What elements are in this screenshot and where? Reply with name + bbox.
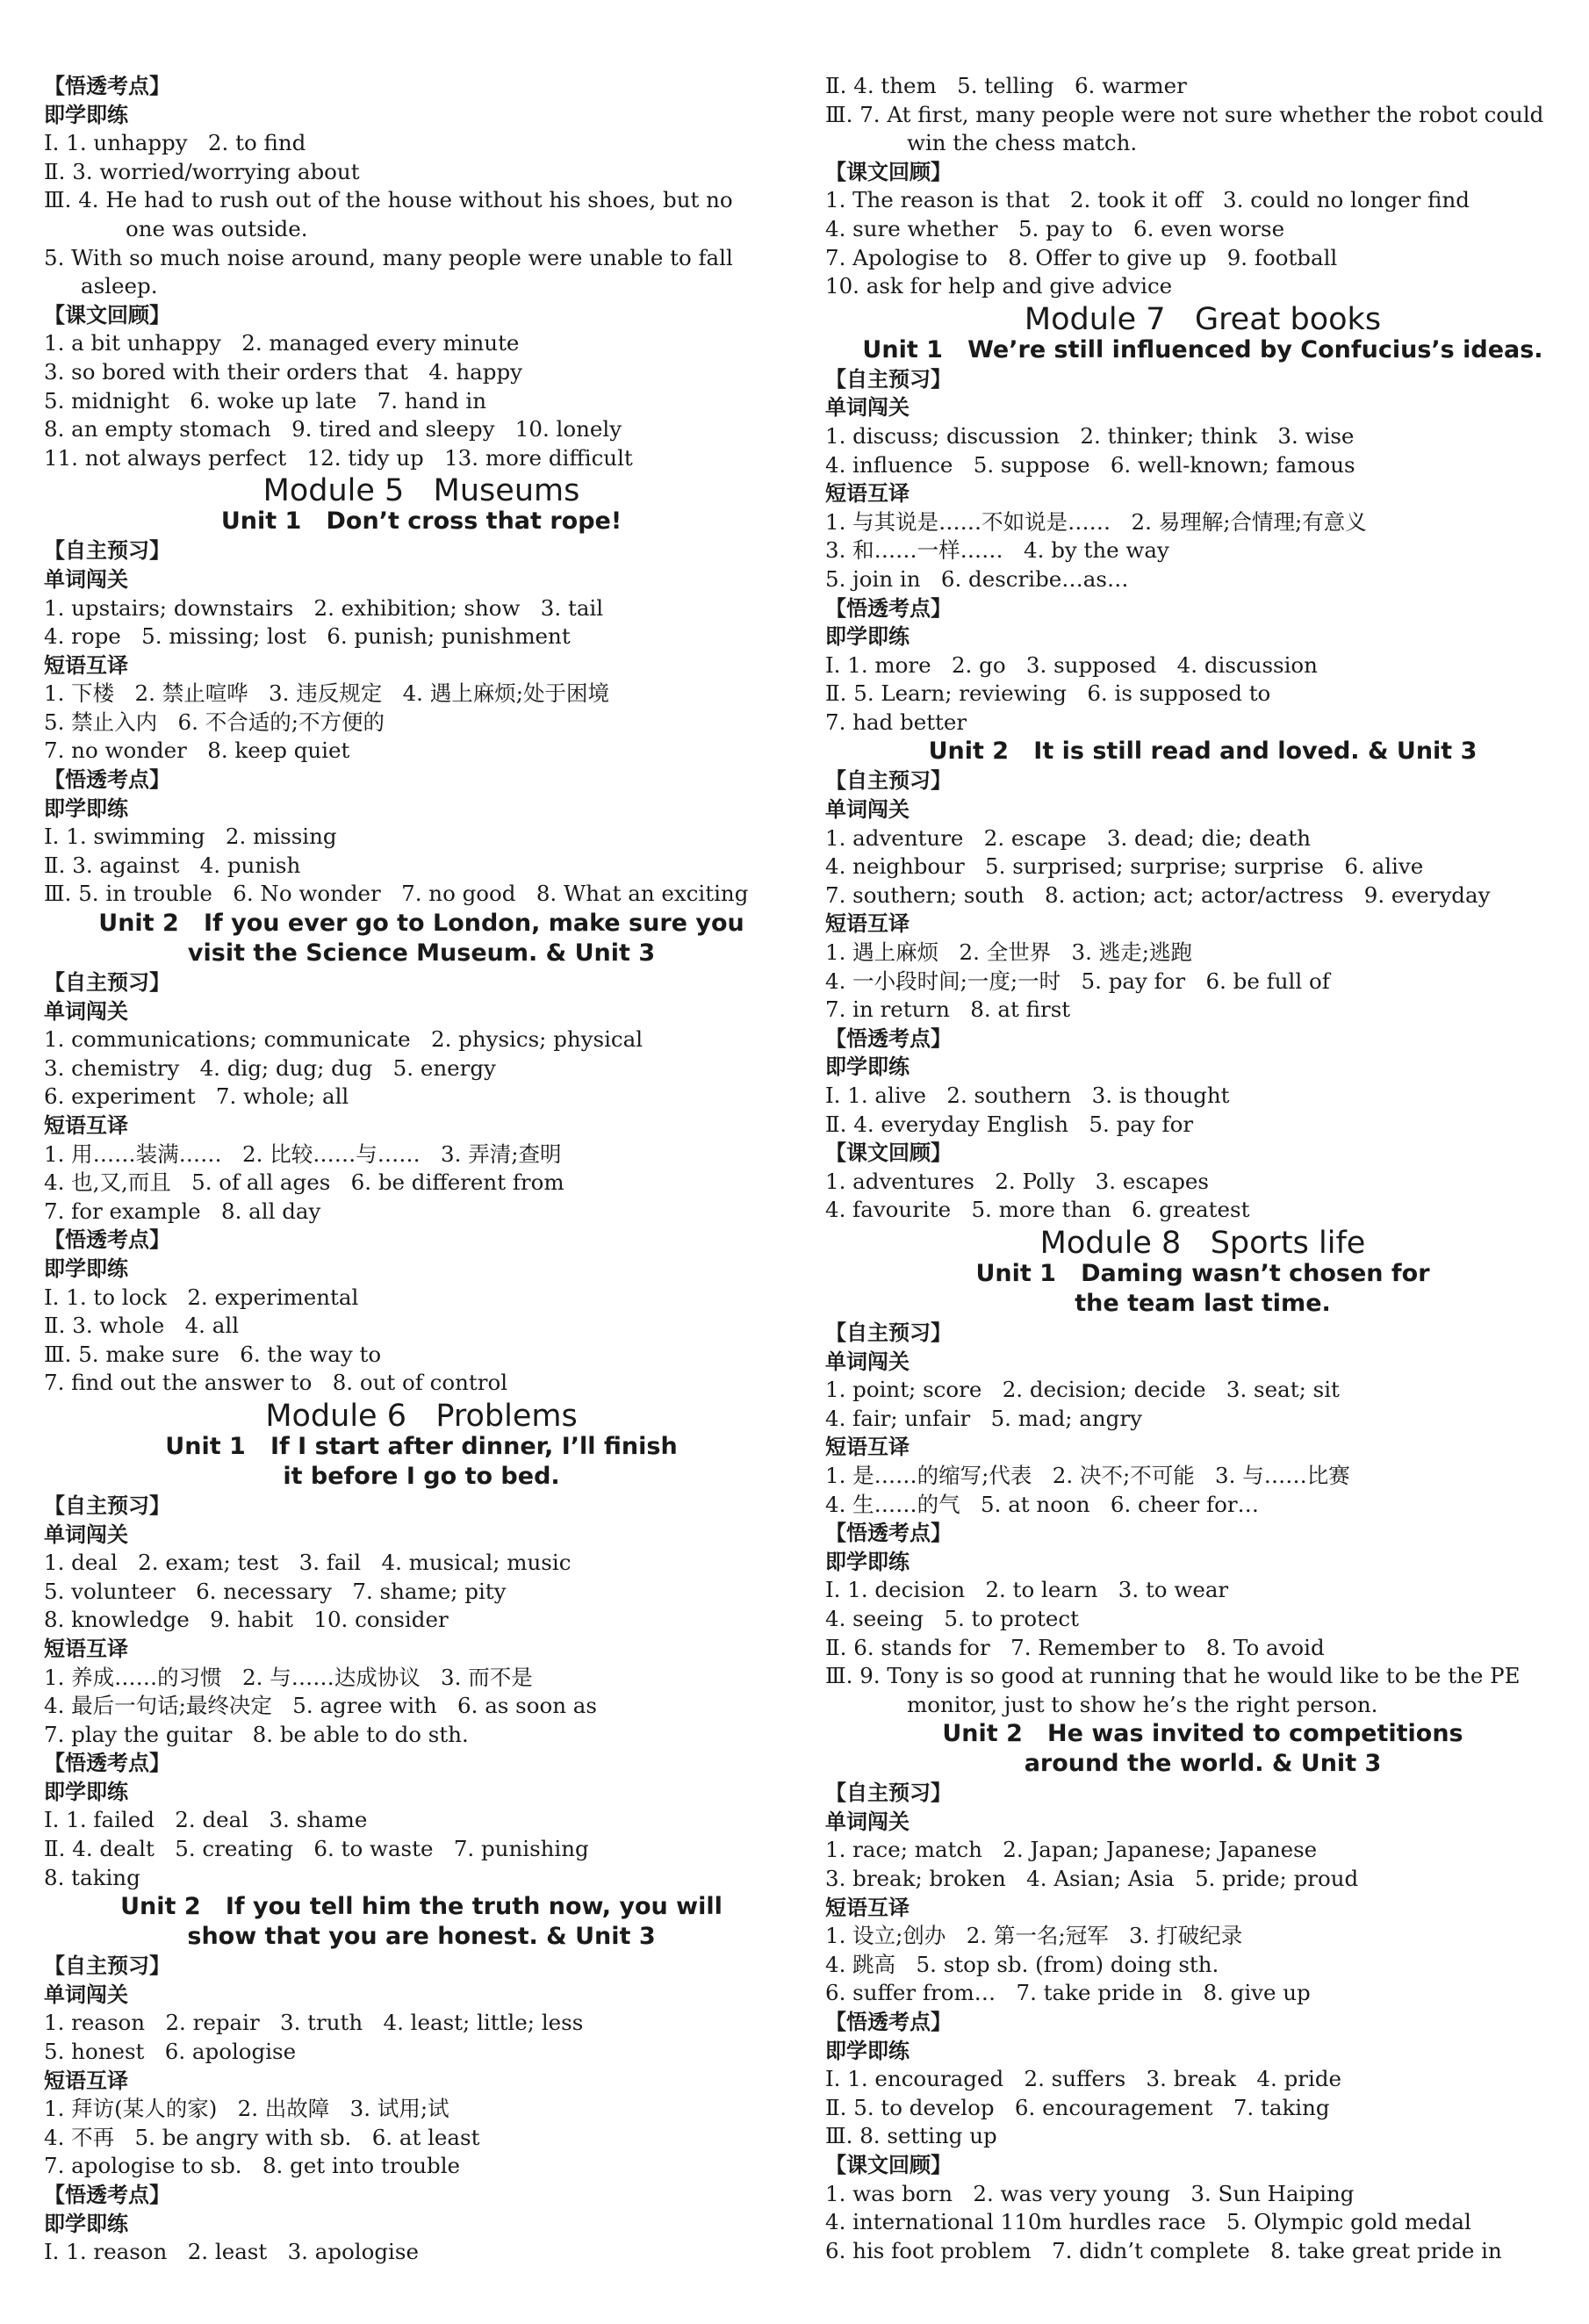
section-heading: 短语互译	[44, 1636, 128, 1661]
answer-line: 1. deal 2. exam; test 3. fail 4. musical; music	[44, 1550, 572, 1576]
answer-line: Ⅲ. 7. At first, many people were not sure whether the robot could	[825, 101, 1544, 127]
left-column	[44, 72, 799, 2267]
answer-line: 5. join in 6. describe…as…	[825, 565, 1129, 592]
answer-line: Ⅱ. 4. them 5. telling 6. warmer	[825, 73, 1187, 98]
section-heading: 即学即练	[44, 1256, 128, 1281]
answer-line: 4. influence 5. suppose 6. well-known; famous	[825, 451, 1355, 478]
answer-line: 7. had better	[825, 709, 967, 735]
answer-line: 5. 禁止入内 6. 不合适的;不方便的	[44, 709, 385, 735]
unit-title: Unit 2 He was invited to competitions	[942, 1720, 1463, 1748]
answer-line: 7. in return 8. at first	[825, 997, 1071, 1023]
answer-line: 1. was born 2. was very young 3. Sun Haiping	[825, 2180, 1355, 2206]
section-heading: 单词闯关	[44, 566, 128, 592]
answer-line: Ⅰ. 1. unhappy 2. to find	[44, 130, 306, 156]
unit-title: it before I go to bed.	[283, 1462, 560, 1490]
answer-line: Ⅰ. 1. more 2. go 3. supposed 4. discussion	[825, 651, 1318, 678]
unit-title: Unit 2 If you ever go to London, make sure you	[98, 910, 744, 938]
section-heading: 短语互译	[825, 481, 910, 507]
answer-line: Ⅰ. 1. swimming 2. missing	[44, 824, 337, 850]
section-heading: 短语互译	[44, 1113, 128, 1138]
section-heading: 【自主预习】	[825, 768, 952, 794]
section-heading: 【自主预习】	[825, 1320, 952, 1345]
answer-line: 1. 拜访(某人的家) 2. 出故障 3. 试用;试	[44, 2096, 449, 2122]
section-heading: 【悟透考点】	[825, 1025, 952, 1051]
answer-line: Ⅲ. 9. Tony is so good at running that he would like to be the PE	[825, 1663, 1521, 1689]
answer-line: 1. reason 2. repair 3. truth 4. least; little; less	[44, 2010, 584, 2036]
section-heading: 【悟透考点】	[825, 2010, 952, 2035]
answer-line: 1. a bit unhappy 2. managed every minute	[44, 330, 520, 356]
section-heading: 【悟透考点】	[44, 2183, 170, 2207]
answer-line: 4. 也,又,而且 5. of all ages 6. be different from	[44, 1169, 564, 1196]
section-heading: 单词闯关	[825, 797, 910, 823]
answer-line: 3. 和……一样…… 4. by the way	[825, 537, 1169, 564]
unit-title: Unit 2 It is still read and loved. & Unit 3	[928, 737, 1478, 766]
section-heading: 即学即练	[44, 1779, 128, 1804]
answer-line: 1. 是……的缩写;代表 2. 决不;不可能 3. 与……比赛	[825, 1462, 1350, 1488]
unit-title: Unit 1 We’re still influenced by Confucius’s ideas.	[862, 335, 1543, 363]
answer-line: 7. no wonder 8. keep quiet	[44, 737, 350, 764]
answer-line: 1. 用……装满…… 2. 比较……与…… 3. 弄清;查明	[44, 1140, 562, 1167]
answer-line: Ⅰ. 1. failed 2. deal 3. shame	[44, 1807, 368, 1833]
answer-line: 4. international 110m hurdles race 5. Olympic gold medal	[825, 2209, 1471, 2235]
section-heading: 【自主预习】	[825, 366, 952, 392]
answer-line: monitor, just to show he’s the right person.	[907, 1691, 1378, 1717]
answer-line: Ⅱ. 6. stands for 7. Remember to 8. To avoid	[825, 1634, 1325, 1660]
section-heading: 单词闯关	[825, 395, 910, 421]
section-heading: 【自主预习】	[825, 1781, 952, 1806]
section-heading: 即学即练	[825, 1054, 910, 1080]
section-heading: 即学即练	[44, 795, 128, 821]
answer-line: 8. taking	[44, 1864, 140, 1890]
answer-line: Ⅱ. 4. everyday English 5. pay for	[825, 1111, 1194, 1137]
section-heading: 短语互译	[44, 652, 128, 678]
section-heading: 【自主预习】	[44, 1493, 170, 1518]
answer-line: Ⅰ. 1. encouraged 2. suffers 3. break 4. pride	[825, 2066, 1342, 2092]
answer-line: 4. 不再 5. be angry with sb. 6. at least	[44, 2124, 480, 2150]
section-heading: 即学即练	[825, 2038, 910, 2063]
answer-line: 4. seeing 5. to protect	[825, 1605, 1079, 1631]
section-heading: 【自主预习】	[44, 1953, 170, 1979]
answer-line: 4. 跳高 5. stop sb. (from) doing sth.	[825, 1951, 1219, 1977]
section-heading: 【自主预习】	[44, 538, 170, 564]
answer-line: 4. 一小段时间;一度;一时 5. pay for 6. be full of	[825, 968, 1330, 994]
answer-line: 1. upstairs; downstairs 2. exhibition; show 3. tail	[44, 594, 604, 621]
section-heading: 即学即练	[44, 2211, 128, 2236]
answer-line: 3. chemistry 4. dig; dug; dug 5. energy	[44, 1054, 496, 1081]
answer-line: 5. volunteer 6. necessary 7. shame; pity	[44, 1578, 507, 1604]
answer-line: 1. adventures 2. Polly 3. escapes	[825, 1168, 1209, 1194]
answer-line: 1. point; score 2. decision; decide 3. seat; sit	[825, 1377, 1340, 1403]
answer-line: Ⅱ. 5. to develop 6. encouragement 7. taking	[825, 2094, 1330, 2120]
answer-line: 6. suffer from… 7. take pride in 8. give up	[825, 1980, 1311, 2006]
section-heading: 【课文回顾】	[44, 302, 170, 327]
answer-line: 4. neighbour 5. surprised; surprise; surprise 6. alive	[825, 853, 1424, 880]
answer-line: 5. With so much noise around, many people were unable to fall	[44, 244, 733, 270]
section-heading: 【自主预习】	[44, 970, 170, 996]
answer-line: Ⅰ. 1. decision 2. to learn 3. to wear	[825, 1577, 1229, 1603]
section-heading: 短语互译	[825, 1895, 910, 1920]
answer-line: 7. for example 8. all day	[44, 1198, 321, 1224]
answer-line: 6. experiment 7. whole; all	[44, 1083, 349, 1110]
answer-line: 5. honest 6. apologise	[44, 2039, 297, 2065]
section-heading: 单词闯关	[44, 1982, 128, 2007]
answer-line: 4. favourite 5. more than 6. greatest	[825, 1197, 1250, 1223]
section-heading: 短语互译	[825, 911, 910, 937]
answer-line: 1. 与其说是……不如说是…… 2. 易理解;合情理;有意义	[825, 508, 1367, 535]
answer-line: 4. rope 5. missing; lost 6. punish; punishment	[44, 623, 571, 650]
unit-title: Unit 1 Don’t cross that rope!	[220, 507, 622, 536]
section-heading: 即学即练	[825, 1549, 910, 1574]
answer-line: Ⅰ. 1. reason 2. least 3. apologise	[44, 2239, 419, 2265]
unit-title: around the world. & Unit 3	[1024, 1750, 1382, 1778]
answer-line: 1. 养成……的习惯 2. 与……达成协议 3. 而不是	[44, 1664, 533, 1690]
answer-line: win the chess match.	[907, 130, 1138, 156]
answer-line: 4. 最后一句话;最终决定 5. agree with 6. as soon as	[44, 1693, 597, 1719]
answer-line: Ⅱ. 5. Learn; reviewing 6. is supposed to	[825, 680, 1271, 707]
answer-line: Ⅱ. 3. worried/worrying about	[44, 158, 360, 184]
section-heading: 【课文回顾】	[825, 1140, 952, 1166]
answer-line: asleep.	[81, 273, 158, 299]
answer-line: 8. knowledge 9. habit 10. consider	[44, 1607, 449, 1633]
section-heading: 【悟透考点】	[825, 1521, 952, 1546]
answer-line: Ⅲ. 8. setting up	[825, 2123, 997, 2149]
module-title: Module 6 Problems	[265, 1398, 578, 1434]
answer-line: 7. find out the answer to 8. out of control	[44, 1370, 508, 1396]
answer-line: 7. southern; south 8. action; act; actor/actress 9. everyday	[825, 881, 1491, 908]
answer-line: Ⅲ. 4. He had to rush out of the house without his shoes, but no	[44, 187, 733, 213]
answer-line: 4. sure whether 5. pay to 6. even worse	[825, 215, 1285, 241]
module-title: Module 5 Museums	[262, 473, 580, 509]
section-heading: 即学即练	[825, 624, 910, 650]
answer-line: 1. race; match 2. Japan; Japanese; Japanese	[825, 1837, 1318, 1863]
section-heading: 【悟透考点】	[44, 1227, 170, 1253]
unit-title: show that you are honest. & Unit 3	[187, 1923, 656, 1951]
section-heading: 【课文回顾】	[825, 2153, 952, 2177]
section-heading: 短语互译	[825, 1435, 910, 1460]
answer-line: one was outside.	[126, 215, 308, 241]
unit-title: the team last time.	[1075, 1289, 1331, 1317]
section-heading: 【悟透考点】	[44, 1751, 170, 1776]
answer-line: 4. 生……的气 5. at noon 6. cheer for…	[825, 1491, 1260, 1517]
answer-line: 10. ask for help and give advice	[825, 273, 1173, 299]
unit-title: Unit 2 If you tell him the truth now, you will	[120, 1893, 723, 1921]
answer-line: 1. adventure 2. escape 3. dead; die; death	[825, 824, 1312, 851]
answer-line: Ⅱ. 3. whole 4. all	[44, 1313, 240, 1339]
answer-line: 7. Apologise to 8. Offer to give up 9. football	[825, 244, 1338, 270]
answer-line: 6. his foot problem 7. didn’t complete 8. take great pride in	[825, 2237, 1502, 2263]
answer-line: 3. so bored with their orders that 4. happy	[44, 358, 522, 385]
answer-line: 4. fair; unfair 5. mad; angry	[825, 1405, 1142, 1431]
unit-title: Unit 1 If I start after dinner, I’ll finish	[165, 1432, 678, 1460]
answer-line: 1. 设立;创办 2. 第一名;冠军 3. 打破纪录	[825, 1923, 1243, 1949]
section-heading: 【悟透考点】	[44, 74, 170, 98]
answer-line: 1. The reason is that 2. took it off 3. could no longer find	[825, 187, 1470, 213]
section-heading: 即学即练	[44, 102, 128, 127]
answer-line: Ⅲ. 5. in trouble 6. No wonder 7. no good 8. What an exciting	[44, 881, 749, 907]
answer-line: Ⅰ. 1. alive 2. southern 3. is thought	[825, 1083, 1230, 1108]
answer-line: 1. communications; communicate 2. physics; physical	[44, 1026, 644, 1053]
section-heading: 单词闯关	[825, 1809, 910, 1834]
answer-line: 7. apologise to sb. 8. get into trouble	[44, 2153, 461, 2179]
answer-line: 8. an empty stomach 9. tired and sleepy 10. lonely	[44, 416, 622, 442]
section-heading: 【悟透考点】	[44, 767, 170, 793]
section-heading: 单词闯关	[44, 998, 128, 1024]
answer-line: Ⅱ. 3. against 4. punish	[44, 852, 301, 878]
section-heading: 单词闯关	[44, 1522, 128, 1547]
answer-line: Ⅰ. 1. to lock 2. experimental	[44, 1284, 359, 1310]
answer-line: 1. 遇上麻烦 2. 全世界 3. 逃走;逃跑	[825, 939, 1192, 966]
answer-line: 3. break; broken 4. Asian; Asia 5. pride; proud	[825, 1866, 1359, 1892]
section-heading: 【悟透考点】	[825, 595, 952, 621]
answer-line: 7. play the guitar 8. be able to do sth.	[44, 1721, 469, 1747]
answer-line: Ⅱ. 4. dealt 5. creating 6. to waste 7. punishing	[44, 1836, 589, 1862]
answer-line: 1. 下楼 2. 禁止喧哗 3. 违反规定 4. 遇上麻烦;处于困境	[44, 680, 609, 707]
answer-line: 5. midnight 6. woke up late 7. hand in	[44, 387, 487, 414]
section-heading: 短语互译	[44, 2068, 128, 2093]
section-heading: 单词闯关	[825, 1349, 910, 1374]
unit-title: Unit 1 Daming wasn’t chosen for	[975, 1259, 1430, 1287]
module-title: Module 7 Great books	[1024, 301, 1382, 337]
answer-line: Ⅲ. 5. make sure 6. the way to	[44, 1341, 382, 1367]
answer-line: 1. discuss; discussion 2. thinker; think 3. wise	[825, 422, 1355, 449]
answer-line: 11. not always perfect 12. tidy up 13. more difficult	[44, 444, 633, 471]
section-heading: 【课文回顾】	[825, 159, 952, 184]
unit-title: visit the Science Museum. & Unit 3	[187, 939, 656, 968]
module-title: Module 8 Sports life	[1039, 1225, 1366, 1261]
right-column	[825, 72, 1580, 2265]
